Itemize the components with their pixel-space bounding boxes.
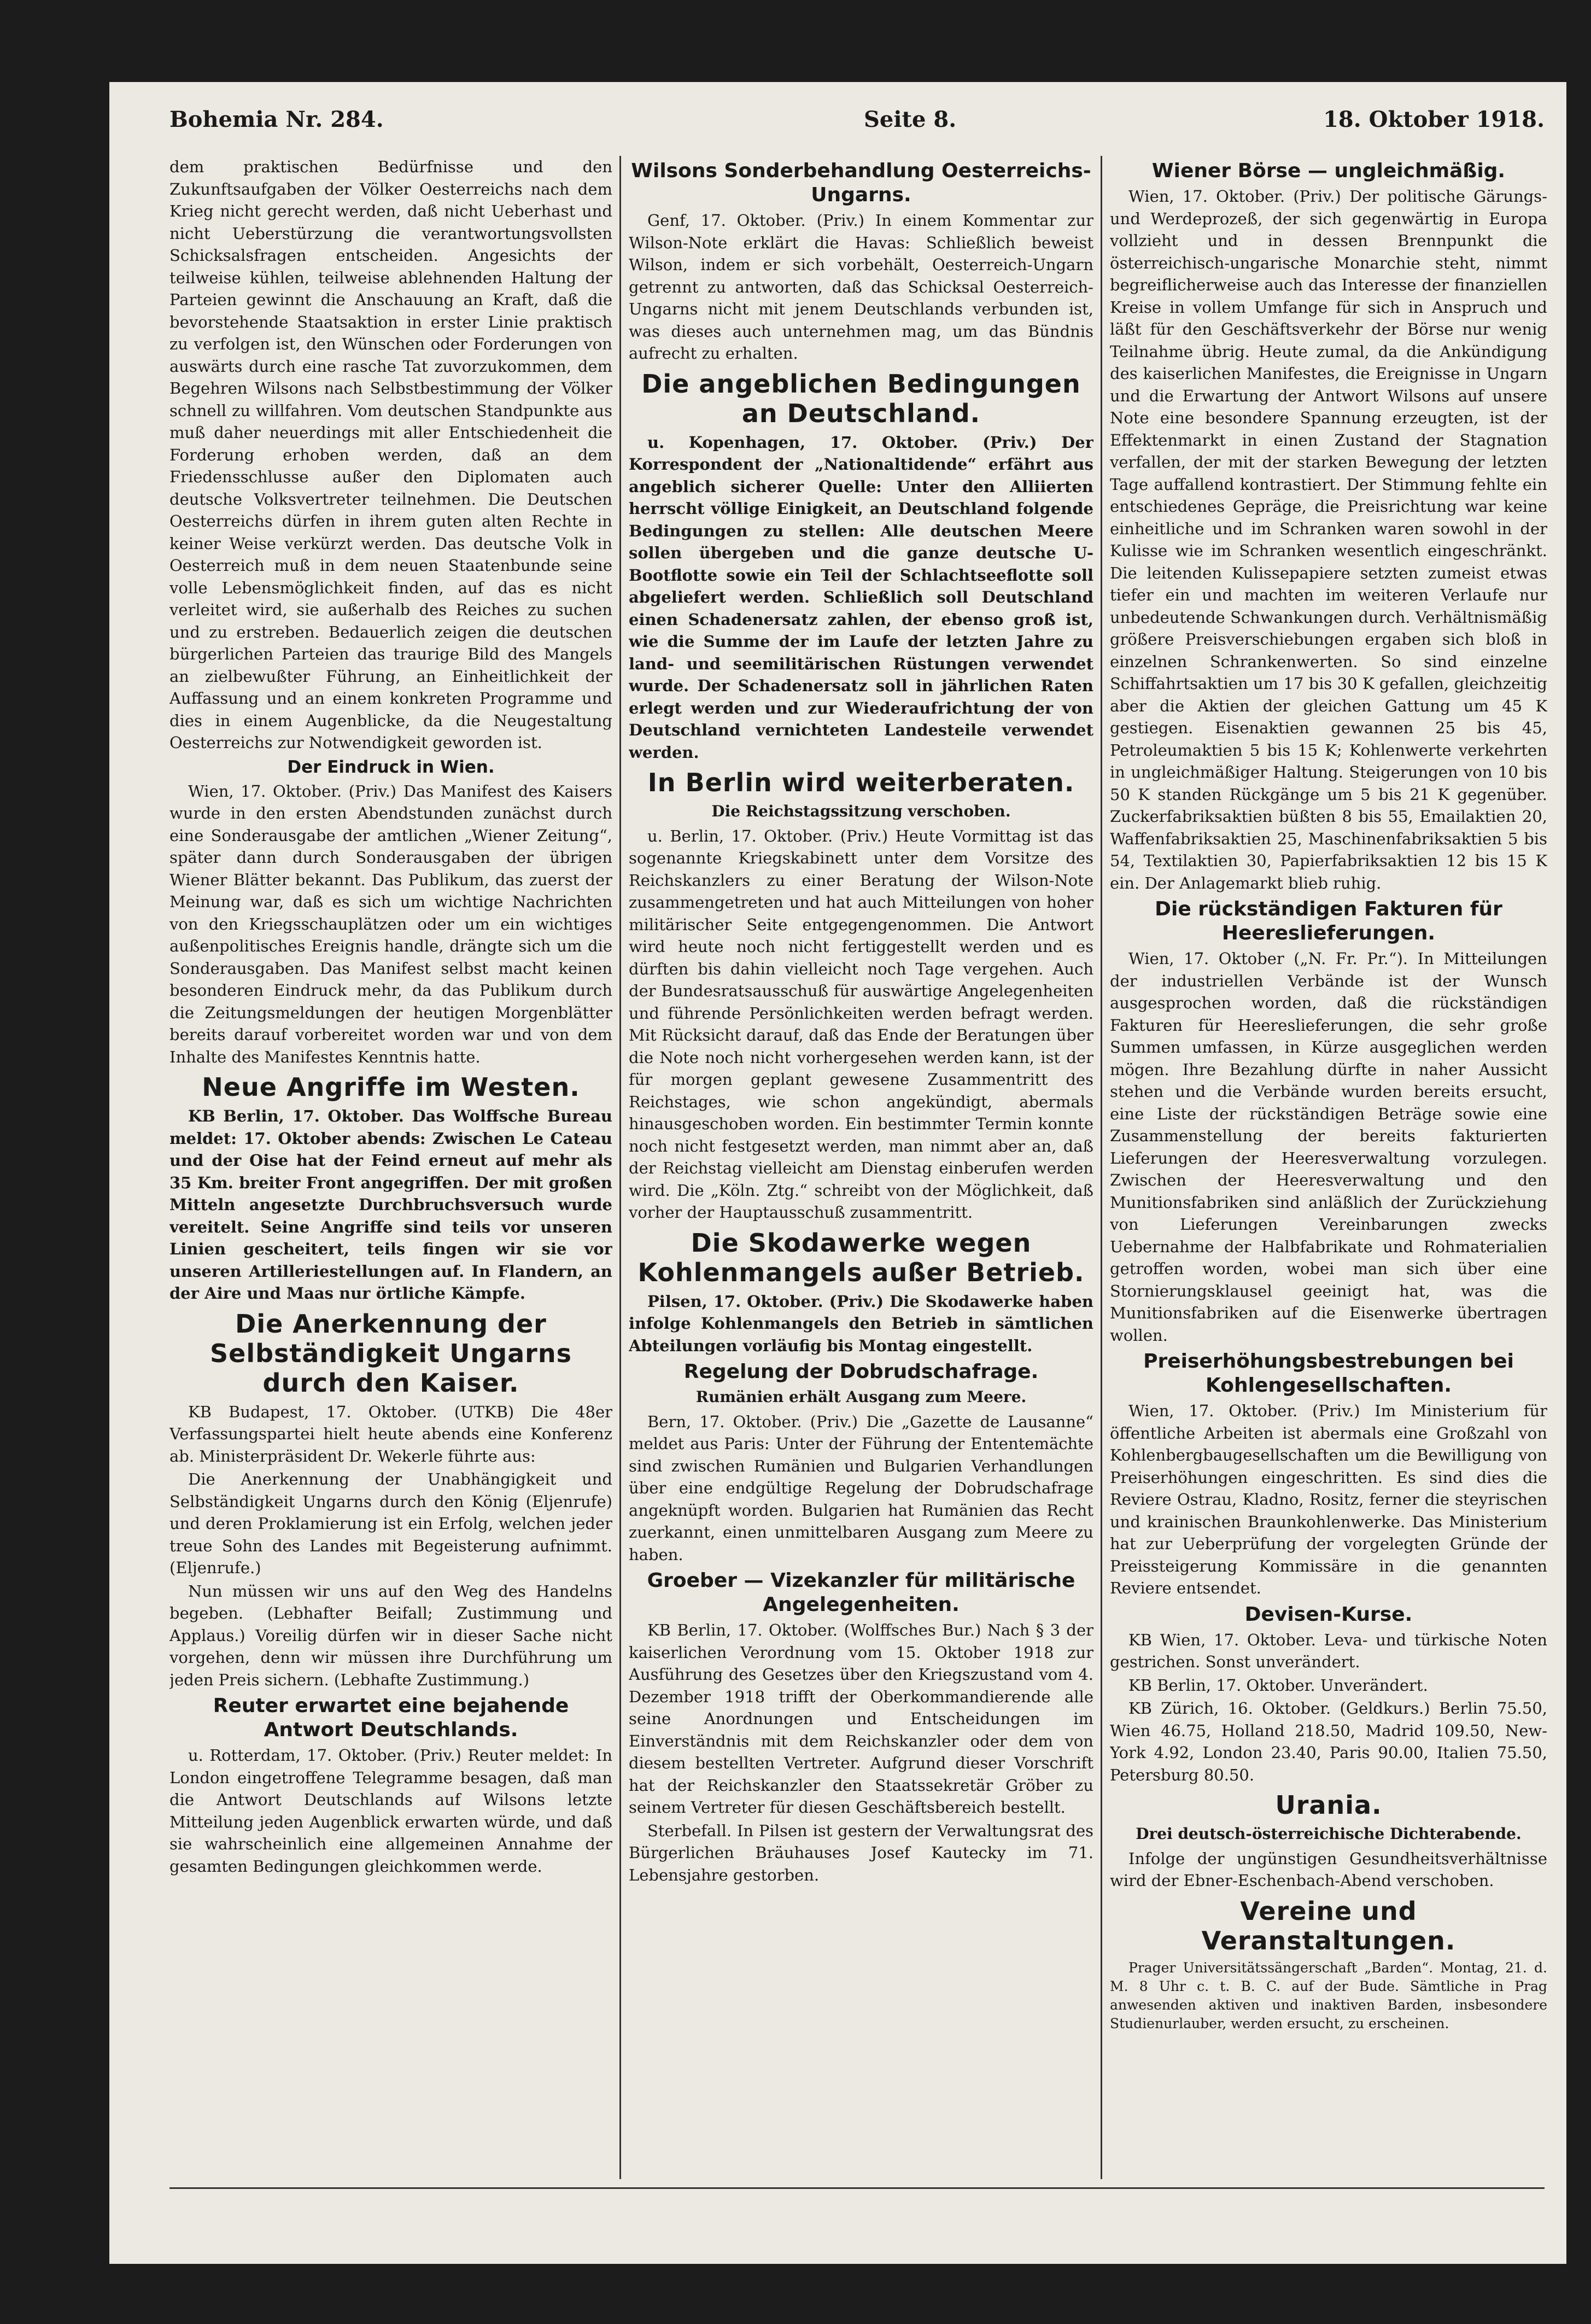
header-page-number: Seite 8. — [864, 107, 957, 132]
article-dobrudscha: Bern, 17. Oktober. (Priv.) Die „Gazette de Lausanne“ meldet aus Paris: Unter der Führung der Ententemächte sind zwischen Rumänien und Bulgarien Verhandlungen über eine endgültige Regelung der Dobrudschafrage angeknüpft worden. Bulgarien hat Rumänien das Recht zuerkannt, einen unmittelbaren Ausgang zum Meere zu haben. — [629, 1412, 1093, 1564]
devisen-berlin: KB Berlin, 17. Oktober. Unverändert. — [1128, 1675, 1428, 1695]
article-berlin-beraten: u. Berlin, 17. Oktober. (Priv.) Heute Vormittag ist das sogenannte Kriegskabinett unter dem Vorsitze des Reichskanzlers zu einer Beratung der Wilson-Note zusammengetreten und hat auch Mitteilungen von hoher militärischer Seite entgegengenommen. Die Antwort wird heute noch nicht fertiggestellt werden und es dürften bis dahin vielleicht noch Tage vergehen. Auch der Bundesratsausschuß für auswärtige Angelegenheiten und führende Persönlichkeiten werden befragt werden. Mit Rücksicht darauf, daß das Ende der Beratungen über die Note noch nicht vorhergesehen werden kann, ist der für morgen geplant gewesene Zusammentritt des Reichstages, wie schon angekündigt, abermals hinausgeschoben worden. Ein bestimmter Termin konnte noch nicht festgesetzt werden, man nimmt aber an, daß der Reichstag vielleicht am Dienstag einberufen werden wird. Die „Köln. Ztg.“ schreibt von der Möglichkeit, daß vorher der Hauptausschuß zusammentritt. — [629, 826, 1093, 1222]
column-divider-1 — [619, 156, 621, 2179]
headline-vereine: Vereine und Veranstaltungen. — [1201, 1896, 1456, 1955]
bottom-rule — [169, 2187, 1545, 2189]
article-anerkennung-ungarn-1: KB Budapest, 17. Oktober. (UTKB) Die 48er Verfassungspartei hielt heute abends eine Konferenz ab. Ministerpräsident Dr. Wekerle führte aus: — [169, 1402, 612, 1465]
subheadline-rumaenien: Rumänien erhält Ausgang zum Meere. — [695, 1388, 1027, 1406]
article-wiener-boerse: Wien, 17. Oktober. (Priv.) Der politische Gärungs- und Werdeprozeß, der sich gegenwärtig in Europa vollzieht und in dessen Brennpunkt die österreichisch-ungarische Monarchie steht, nimmt begreiflicherweise auch das Interesse der finanziellen Kreise in vollem Umfange für sich in Anspruch und läßt für den Geschäftsverkehr der Börse nur wenig Teilnahme übrig. Heute zumal, da die Ankündigung des kaiserlichen Manifestes, die Ereignisse in Ungarn und die Erwartung der Antwort Wilsons auf unsere Note eine besondere Spannung erzeugten, ist der Effektenmarkt in einen Zustand der Stagnation verfallen, der mit der starken Bewegung der letzten Tage auffallend kontrastiert. Der Stimmung fehlte ein entschiedenes Gepräge, die Preisrichtung war keine einheitliche und im Schranken waren sowohl in der Kulisse wie im Schranken wesentlich eingeschränkt. Die leitenden Kulissepapiere setzten zumeist etwas tiefer ein und machten im weiteren Verlaufe nur unbedeutende Schwankungen durch. Verhältnismäßig größere Preisverschiebungen ergaben sich bloß in einzelnen Schrankenwerten. So sind einzelne Schiffahrtsaktien um 17 bis 30 K gefallen, gleichzeitig aber die Aktien der gleichen Gattung um 45 K gestiegen. Eisenaktien gewannen 25 bis 45, Petroleumaktien 5 bis 15 K; Kohlenwerte verkehrten in ungleichmäßiger Haltung. Steigerungen von 10 bis 50 K standen Rückgänge um 5 bis 21 K gegenüber. Zuckerfabriksaktien büßten 8 bis 55, Emailaktien 20, Waffenfabriksaktien 25, Maschinenfabriksaktien 5 bis 54, Textilaktien 30, Papierfabriksaktien 12 bis 15 K ein. Der Anlagemarkt blieb ruhig. — [1110, 187, 1547, 892]
article-angriffe-westen: KB Berlin, 17. Oktober. Das Wolffsche Bureau meldet: 17. Oktober abends: Zwischen Le Cateau und der Oise hat der Feind erneut auf mehr als 35 Km. breiter Front angegriffen. Der mit großen Mitteln angesetzte Durchbruchsversuch wurde vereitelt. Seine Angriffe sind teils vor unseren Linien gescheitert, teils fingen wir sie vor unseren Artilleriestellungen auf. In Flandern, an der Aire und Maas nur örtliche Kämpfe. — [169, 1107, 612, 1303]
devisen-zuerich: KB Zürich, 16. Oktober. (Geldkurs.) Berlin 75.50, Wien 46.75, Holland 218.50, Madrid 109.50, New-York 4.92, London 23.40, Paris 90.00, Italien 75.50, Petersburg 80.50. — [1110, 1699, 1547, 1784]
headline-anerkennung-ungarn: Die Anerkennung der Selbständigkeit Ungarns durch den Kaiser. — [209, 1309, 572, 1398]
article-anerkennung-ungarn-3: Nun müssen wir uns auf den Weg des Handelns begeben. (Lebhafter Beifall; Zustimmung und Applaus.) Voreilig dürfen wir in dieser Sache nicht vorgehen, denn wir müssen ihre Durchführung um jeden Preis sichern. (Lebhafte Zustimmung.) — [169, 1581, 612, 1689]
headline-reuter: Reuter erwartet eine bejahende Antwort Deutschlands. — [213, 1695, 569, 1741]
article-continuation: dem praktischen Bedürfnisse und den Zukunftsaufgaben der Völker Oesterreichs nach dem Krieg nicht gerecht werden, daß nicht Ueberhast und nicht Ueberstürzung die verantwortungsvollsten Schicksalsfragen entscheiden. Angesichts der teilweise kühlen, teilweise ablehnenden Haltung der Parteien gewinnt die Anschauung an Kraft, daß die bevorstehende Staatsaktion in erster Linie praktisch zu verfolgen ist, den Wünschen oder Forderungen von auswärts durch eine rasche Tat zuvorzukommen, dem Begehren Wilsons nach Selbstbestimmung der Völker schnell zu willfahren. Vom deutschen Standpunkte aus muß daher neuerdings mit aller Entschiedenheit die Forderung erhoben werden, daß an dem Friedensschlusse außer den Diplomaten auch deutsche Volksvertreter teilnehmen. Die Deutschen Oesterreichs dürfen in ihrem guten alten Rechte in keiner Weise verkürzt werden. Das deutsche Volk in Oesterreich muß in dem neuen Staatenbunde seine volle Lebensmöglichkeit finden, auf das es nicht verleitet wird, sie außerhalb des Reiches zu suchen und zu erstreben. Bedauerlich zeigen die deutschen bürgerlichen Parteien das traurige Bild des Mangels an zielbewußter Führung, an Einheitlichkeit der Auffassung und an einem konkreten Programme und dies in einem Augenblicke, da die Neugestaltung Oesterreichs zur Notwendigkeit geworden ist. — [169, 157, 612, 752]
headline-skodawerke: Die Skodawerke wegen Kohlenmangels außer Betrieb. — [637, 1228, 1085, 1287]
article-preiserhoehung: Wien, 17. Oktober. (Priv.) Im Ministerium für öffentliche Arbeiten ist abermals eine Großzahl von Kohlenbergbaugesellschaften um die Bewilligung von Preiserhöhungen eingeschritten. Es sind dies die Reviere Ostrau, Kladno, Rositz, ferner die steyrischen und krainischen Braunkohlenwerke. Das Ministerium hat zur Ueberprüfung der vorgelegten Gründe der Preissteigerung Kommissäre in die genannten Reviere entsendet. — [1110, 1402, 1547, 1597]
subheadline-dichterabende: Drei deutsch-österreichische Dichterabende. — [1136, 1825, 1522, 1843]
column-2 — [629, 156, 1093, 2179]
article-vereine: Prager Universitätssängerschaft „Barden“. Montag, 21. d. M. 8 Uhr c. t. B. C. auf der Bude. Sämtliche in Prag anwesenden aktiven und inaktiven Barden, insbesondere Studienurlauber, werden ersucht, zu erscheinen. — [1110, 1959, 1547, 2031]
headline-preiserhoehung: Preiserhöhungsbestrebungen bei Kohlengesellschaften. — [1143, 1350, 1514, 1397]
subheadline-reichstag: Die Reichstagssitzung verschoben. — [711, 802, 1011, 820]
article-wilson-sonderbehandlung: Genf, 17. Oktober. (Priv.) In einem Kommentar zur Wilson-Note erklärt die Havas: Schließlich beweist Wilson, indem er sich vorbehält, Oesterreich-Ungarn getrennt zu antworten, daß das Schicksal Oesterreich-Ungarns nicht mit jenem Deutschlands verbunden ist, was dieses auch unternehmen mag, um das Bündnis aufrecht zu erhalten. — [629, 211, 1093, 363]
article-anerkennung-ungarn-2: Die Anerkennung der Unabhängigkeit und Selbständigkeit Ungarns durch den König (Eljenrufe) und deren Proklamierung ist ein Erfolg, welchen jeder treue Sohn des Landes mit Begeisterung aufnimmt. (Eljenrufe.) — [169, 1470, 612, 1577]
article-skodawerke: Pilsen, 17. Oktober. (Priv.) Die Skodawerke haben infolge Kohlenmangels den Betrieb in sämtlichen Abteilungen vorläufig bis Montag eingestellt. — [629, 1292, 1093, 1355]
article-eindruck-wien: Wien, 17. Oktober. (Priv.) Das Manifest des Kaisers wurde in den ersten Abendstunden zunächst durch eine Sonderausgabe der amtlichen „Wiener Zeitung“, später dann durch Sonderausgaben der übrigen Wiener Blätter bekannt. Das Publikum, das zuerst der Meinung war, daß es sich um wichtige Nachrichten von den Kriegsschauplätzen oder um ein wichtiges außenpolitisches Ereignis handle, drängte sich um die Sonderausgaben. Das Manifest selbst macht keinen besonderen Eindruck mehr, da das Publikum durch die Zeitungsmeldungen der heutigen Morgenblätter bereits darauf vorbereitet worden war und von dem Inhalte des Manifestes Kenntnis hatte. — [169, 781, 612, 1066]
headline-devisen: Devisen-Kurse. — [1244, 1603, 1413, 1626]
headline-fakturen: Die rückständigen Fakturen für Heereslieferungen. — [1155, 898, 1502, 944]
column-divider-2 — [1101, 156, 1102, 2179]
headline-wilson-sonderbehandlung: Wilsons Sonderbehandlung Oesterreichs-Ungarns. — [631, 160, 1091, 206]
page-header — [169, 107, 1545, 145]
headline-angriffe-westen: Neue Angriffe im Westen. — [202, 1072, 580, 1102]
article-urania: Infolge der ungünstigen Gesundheitsverhältnisse wird der Ebner-Eschenbach-Abend verschoben. — [1110, 1849, 1547, 1890]
newspaper-page — [109, 82, 1566, 2264]
headline-eindruck-wien: Der Eindruck in Wien. — [287, 757, 495, 777]
column-3 — [1110, 156, 1547, 2179]
headline-bedingungen: Die angeblichen Bedingungen an Deutschland. — [641, 369, 1081, 428]
header-publication: Bohemia Nr. 284. — [169, 107, 384, 132]
header-date: 18. Oktober 1918. — [1323, 107, 1545, 132]
column-1 — [169, 156, 612, 2179]
headline-berlin-beraten: In Berlin wird weiterberaten. — [647, 768, 1075, 797]
article-sterbefall: Sterbefall. In Pilsen ist gestern der Verwaltungsrat des Bürgerlichen Bräuhauses Josef Kautecky im 71. Lebensjahre gestorben. — [629, 1821, 1093, 1884]
headline-groeber: Groeber — Vizekanzler für militärische Angelegenheiten. — [647, 1569, 1075, 1616]
devisen-wien: KB Wien, 17. Oktober. Leva- und türkische Noten gestrichen. Sonst unverändert. — [1110, 1630, 1547, 1671]
article-bedingungen: u. Kopenhagen, 17. Oktober. (Priv.) Der Korrespondent der „Nationaltidende“ erfährt aus angeblich sicherer Quelle: Unter den Alliierten herrscht völlige Einigkeit, an Deutschland folgende Bedingungen zu stellen: Alle deutschen Meere sollen übergeben und die ganze deutsche U-Bootflotte sowie ein Teil der Schlachtseeflotte soll abgeliefert werden. Schließlich soll Deutschland einen Schadenersatz zahlen, der ebenso groß ist, wie die Summe der im Laufe der letzten Jahre zu land- und seemilitärischen Rüstungen verwendet wurde. Der Schadenersatz soll in jährlichen Raten erlegt werden und zur Wiederaufrichtung der von Deutschland vernichteten Landesteile verwendet werden. — [629, 433, 1093, 762]
headline-wiener-boerse: Wiener Börse — ungleichmäßig. — [1151, 160, 1506, 182]
article-fakturen: Wien, 17. Oktober („N. Fr. Pr.“). In Mitteilungen der industriellen Verbände ist der Wunsch ausgesprochen worden, daß die rückständigen Fakturen für Heereslieferungen, die sehr große Summen umfassen, in Kürze ausgeglichen werden mögen. Ihre Bezahlung dürfte in naher Aussicht stehen und die Verbände wurden bereits ersucht, eine Liste der rückständigen Beträge sowie eine Zusammenstellung der bereits fakturierten Lieferungen der Heeresverwaltung vorzulegen. Zwischen der Heeresverwaltung und den Munitionsfabriken sind anläßlich der Zurückziehung von Lieferungen Vereinbarungen zwecks Uebernahme der Halbfabrikate und Rohmaterialien getroffen worden, wobei man sich über eine Stornierungsklausel geeinigt hat, was die Munitionsfabriken auf die Eisenwerke übertragen wollen. — [1110, 949, 1547, 1345]
article-reuter: u. Rotterdam, 17. Oktober. (Priv.) Reuter meldet: In London eingetroffene Telegramme besagen, daß man die Antwort Deutschlands auf Wilsons letzte Mitteilung jeden Augenblick erwarten würde, und daß sie wahrscheinlich eine allgemeinen Annahme der gesamten Bedingungen gleichkommen werde. — [169, 1746, 612, 1876]
article-groeber: KB Berlin, 17. Oktober. (Wolffsches Bur.) Nach § 3 der kaiserlichen Verordnung vom 15. Oktober 1918 zur Ausführung des Gesetzes über den Kriegszustand vom 4. Dezember 1918 trifft der Oberkommandierende alle seine Anordnungen und Entscheidungen im Einverständnis mit dem Reichskanzler oder dem von diesem bestellten Vertreter. Aufgrund dieser Vorschrift hat der Reichskanzler den Staatssekretär Gröber zu seinem Vertreter für diesen Geschäftsbereich bestellt. — [629, 1621, 1093, 1817]
headline-urania: Urania. — [1275, 1790, 1382, 1820]
headline-dobrudscha: Regelung der Dobrudschafrage. — [683, 1360, 1039, 1383]
